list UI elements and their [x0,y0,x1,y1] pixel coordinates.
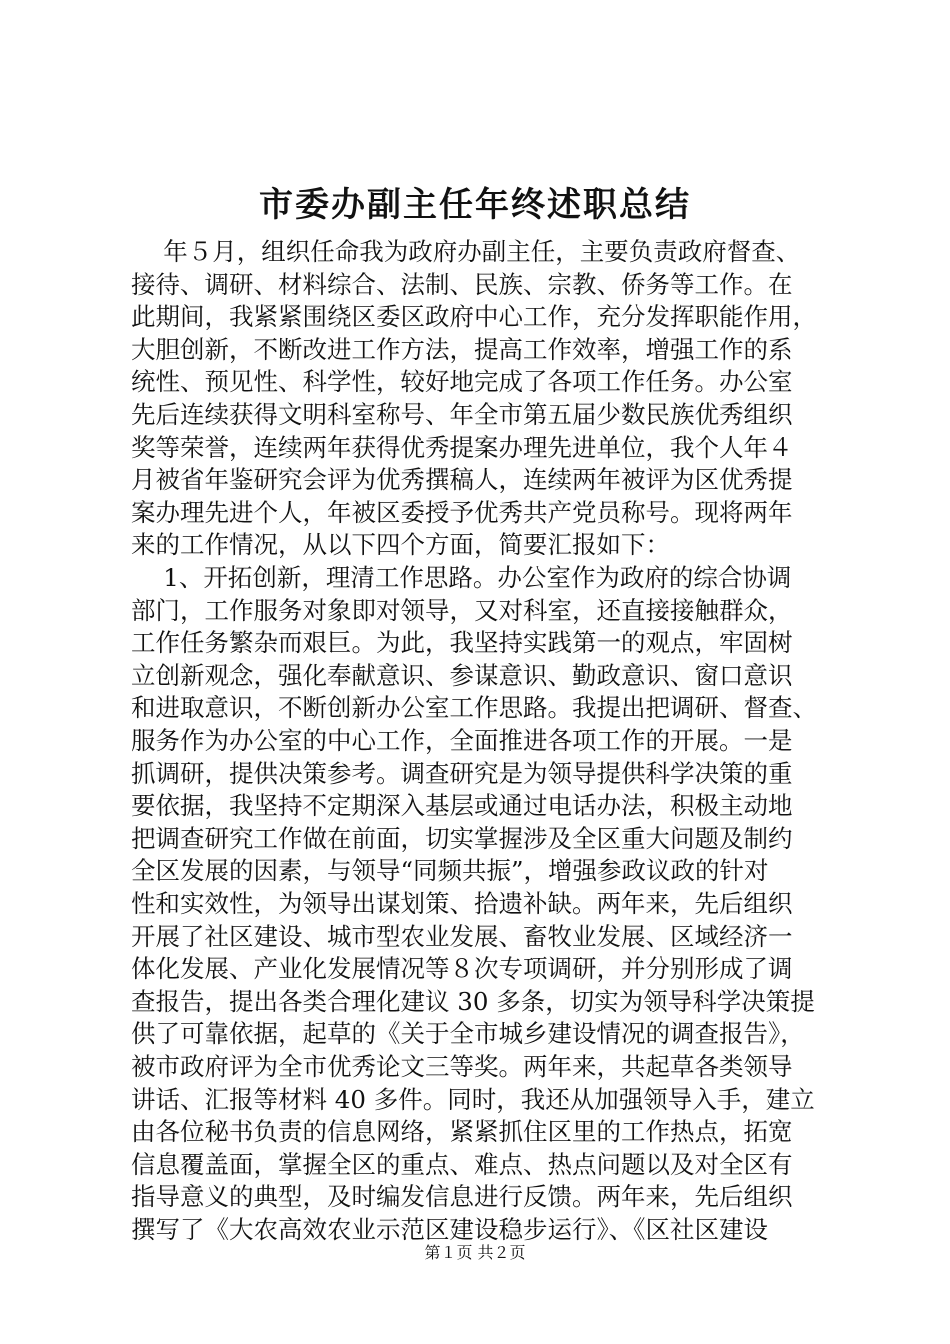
body-text-line: 案办理先进个人，年被区委授予优秀共产党员称号。现将两年 [131,497,793,527]
body-text-line: 性和实效性，为领导出谋划策、拾遗补缺。两年来，先后组织 [131,889,793,918]
body-text-line: 来的工作情况，从以下四个方面，简要汇报如下： [131,530,670,560]
body-text-line: 指导意义的典型，及时编发信息进行反馈。两年来，先后组织 [131,1182,793,1212]
body-text-line: 1、开拓创新，理清工作思路。办公室作为政府的综合协调 [131,563,792,592]
body-text-line: 先后连续获得文明科室称号、年全市第五届少数民族优秀组织 [131,400,793,429]
body-text-line: 部门，工作服务对象即对领导，又对科室，还直接接触群众， [131,595,793,625]
body-text-line: 月被省年鉴研究会评为优秀撰稿人，连续两年被评为区优秀提 [131,465,793,495]
body-text-line: 开展了社区建设、城市型农业发展、畜牧业发展、区域经济一 [131,921,793,951]
body-text-line: 被市政府评为全市优秀论文三等奖。两年来，共起草各类领导 [131,1052,793,1081]
body-text-line: 供了可靠依据，起草的《关于全市城乡建设情况的调查报告》， [131,1019,805,1049]
body-text-line: 体化发展、产业化发展情况等８次专项调研，并分别形成了调 [131,954,793,984]
body-text-line: 查报告，提出各类合理化建议 30 多条，切实为领导科学决策提 [131,986,815,1016]
body-text-line: 服务作为办公室的中心工作，全面推进各项工作的开展。一是 [131,726,793,755]
body-text-line: 讲话、汇报等材料 40 多件。同时，我还从加强领导入手，建立 [131,1084,815,1114]
body-text-line: 撰写了《大农高效农业示范区建设稳步运行》、《区社区建设 [131,1215,768,1244]
body-text-line: 和进取意识，不断创新办公室工作思路。我提出把调研、督查、 [131,693,817,723]
body-text-line: 奖等荣誉，连续两年获得优秀提案办理先进单位，我个人年４ [131,432,793,462]
body-text-line: 大胆创新，不断改进工作方法，提高工作效率，增强工作的系 [131,334,793,364]
body-text-line: 抓调研，提供决策参考。调查研究是为领导提供科学决策的重 [131,758,793,788]
body-text-line: 立创新观念，强化奉献意识、参谋意识、勤政意识、窗口意识 [131,660,793,690]
body-text-line: 年５月，组织任命我为政府办副主任，主要负责政府督查、 [131,237,801,266]
body-text-line: 信息覆盖面，掌握全区的重点、难点、热点问题以及对全区有 [131,1149,793,1179]
page-footer: 第１页 共２页 [424,1243,526,1262]
body-text-line: 接待、调研、材料综合、法制、民族、宗教、侨务等工作。在 [131,269,793,299]
body-text-line: 全区发展的因素，与领导“同频共振”，增强参政议政的针对 [131,856,769,886]
body-text-line: 统性、预见性、科学性，较好地完成了各项工作任务。办公室 [131,367,793,397]
body-text-line: 工作任务繁杂而艰巨。为此，我坚持实践第一的观点，牢固树 [131,628,793,658]
body-text-line: 要依据，我坚持不定期深入基层或通过电话办法，积极主动地 [131,791,793,821]
document-title: 市委办副主任年终述职总结 [259,185,691,225]
body-text-line: 由各位秘书负责的信息网络，紧紧抓住区里的工作热点，拓宽 [131,1117,793,1147]
body-text-line: 把调查研究工作做在前面，切实掌握涉及全区重大问题及制约 [131,823,793,853]
body-text-line: 此期间，我紧紧围绕区委区政府中心工作，充分发挥职能作用， [131,302,817,332]
